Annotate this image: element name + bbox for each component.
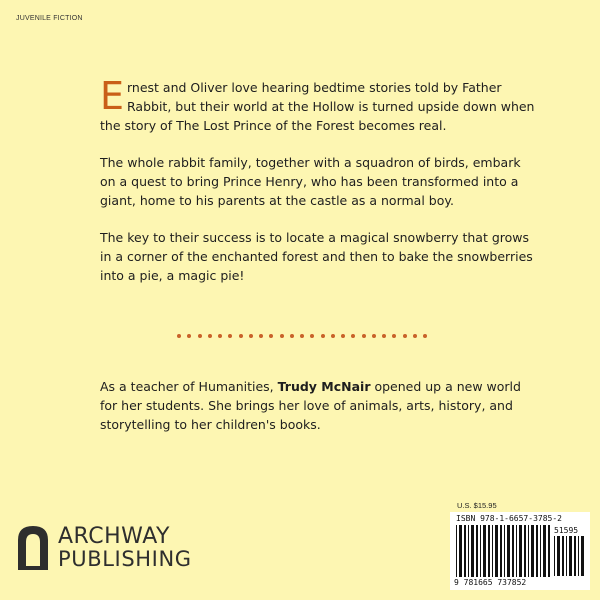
archway-icon [18, 526, 48, 570]
author-name: Trudy McNair [277, 379, 371, 394]
publisher-line-1: ARCHWAY [58, 524, 170, 549]
publisher-name [58, 525, 192, 571]
isbn-number: ISBN 978-1-6657-3785-2 [456, 514, 562, 523]
barcode-addon-number: 51595 [554, 526, 579, 535]
publisher-line-2: PUBLISHING [58, 547, 192, 571]
ean-bars [456, 525, 550, 577]
book-blurb [100, 74, 540, 303]
bio-text-before: As a teacher of Humanities, [100, 379, 278, 394]
blurb-paragraph-2: The whole rabbit family, together with a squadron of birds, embark on a quest to bring Prince Henry, who has been transformed into a giant, home to his parents at the castle as a normal boy. [100, 155, 521, 208]
isbn-barcode [450, 512, 590, 590]
dotted-divider [177, 333, 427, 339]
blurb-paragraph-3: The key to their success is to locate a magical snowberry that grows in a corner of the enchanted forest and then to bake the snowberries into a pie, a magic pie! [100, 230, 533, 283]
price-label: U.S. $15.95 [457, 501, 497, 510]
drop-cap: E [100, 74, 125, 118]
bio-text-after: opened up a new world for her students. She brings her love of animals, arts, history, and storytelling to her children's books. [100, 379, 521, 432]
blurb-paragraph-1-text: rnest and Oliver love hearing bedtime stories told by Father Rabbit, but their world at the Hollow is turned upside down when the story of The Lost Prince of the Forest becomes real. [100, 80, 535, 133]
genre-label: JUVENILE FICTION [16, 15, 83, 22]
ean-number: 9 781665 737852 [454, 578, 527, 587]
author-bio [100, 377, 540, 434]
blurb-paragraph-1 [100, 74, 540, 135]
addon-bars [554, 536, 586, 576]
publisher-logo [18, 525, 192, 571]
